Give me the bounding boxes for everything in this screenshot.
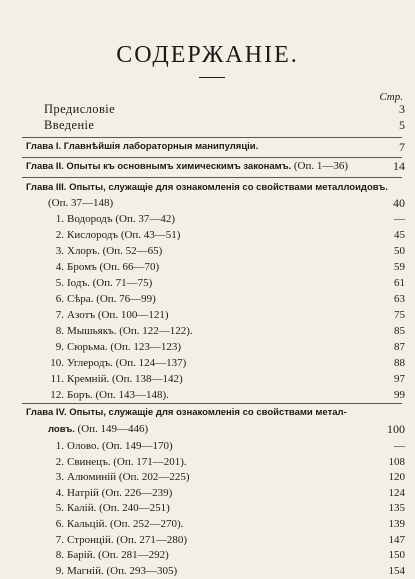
section-label (50, 485, 172, 501)
section-title: Мышьякъ. (Оп. 122—122). (67, 325, 193, 337)
entry-label: Глава III. Опыты, служащіе для ознакомленія со свойствами металлоидовъ. (26, 182, 388, 193)
section-title: Кальцій. (Оп. 252—270). (67, 518, 184, 530)
section-label (50, 227, 180, 243)
toc-entry-chapter-3 (0, 180, 415, 196)
toc-section-entry (0, 243, 415, 259)
section-title: Олово. (Оп. 149—170) (67, 440, 173, 452)
chapter-range: (Оп. 149—446) (77, 423, 149, 435)
entry-range: (Оп. 37—148) (48, 197, 114, 209)
section-label (50, 438, 173, 454)
entry-page: 40 (393, 196, 405, 210)
toc-entry-chapter-4 (0, 405, 415, 421)
section-page: 124 (388, 486, 405, 499)
section-label (50, 355, 186, 371)
section-number: 7. (55, 533, 64, 546)
section-label (50, 469, 190, 485)
toc-section-entry (0, 485, 415, 501)
toc-entry-chapter-1 (0, 139, 415, 155)
section-title: Калій. (Оп. 240—251) (67, 502, 170, 515)
section-number: 2. (55, 455, 64, 468)
section-label (50, 500, 170, 516)
entry-label (26, 158, 348, 175)
section-label (50, 454, 187, 470)
section-number: 12. (50, 389, 64, 401)
section-page: — (394, 213, 405, 225)
toc-entry-chapter-3-cont (0, 195, 415, 211)
section-page: 63 (394, 293, 405, 305)
section-title: Водородъ (Оп. 37—42) (67, 213, 175, 225)
section-number: 9. (55, 341, 64, 353)
toc-section-entry (0, 469, 415, 485)
chapter-title-cont: ловъ. (48, 424, 75, 435)
entry-label: Предисловіе (44, 102, 116, 116)
section-title: Кислородъ (Оп. 43—51) (67, 229, 181, 241)
toc-section-entry (0, 532, 415, 548)
toc-section-entry (0, 339, 415, 355)
toc-section-entry (0, 387, 415, 403)
toc-entry-chapter-4-cont (0, 421, 415, 437)
section-number: 4. (55, 261, 64, 273)
section-label (50, 516, 183, 532)
toc-section-entry (0, 307, 415, 323)
section-title: Сюрьма. (Оп. 123—123) (67, 341, 181, 353)
section-title: Бромъ (Оп. 66—70) (67, 261, 160, 273)
toc-entry-introduction (0, 117, 415, 133)
toc-section-entry (0, 516, 415, 532)
section-label (50, 243, 162, 259)
section-number: 8. (55, 325, 64, 337)
toc-entry-preface (0, 101, 415, 117)
section-page: 135 (388, 502, 405, 515)
section-page: — (394, 440, 405, 452)
section-title: Хлоръ. (Оп. 52—65) (67, 245, 163, 257)
entry-page: 14 (393, 159, 405, 173)
pages-column-header: Стр. (379, 91, 403, 103)
section-title: Магній. (Оп. 293—305) (67, 564, 178, 577)
section-label (50, 307, 168, 323)
entry-page: 3 (399, 102, 405, 116)
section-number: 5. (55, 277, 64, 289)
chapter-title: Глава II. Опыты къ основнымъ химическимъ законамъ. (26, 161, 292, 172)
section-page: 150 (388, 549, 405, 562)
section-number: 7. (55, 309, 64, 321)
section-page: 108 (388, 455, 405, 468)
section-number: 6. (55, 518, 64, 530)
section-page: 147 (388, 533, 405, 546)
section-page: 75 (394, 309, 405, 321)
section-label (50, 563, 177, 579)
section-page: 120 (388, 471, 405, 484)
section-label (50, 275, 152, 291)
toc-section-entry (0, 355, 415, 371)
entry-label: Введеніе (44, 118, 95, 132)
toc-section-entry (0, 211, 415, 227)
section-title: Іодъ. (Оп. 71—75) (67, 277, 153, 289)
section-page: 88 (394, 357, 405, 369)
section-page: 45 (394, 229, 405, 241)
divider (22, 137, 402, 138)
section-title: Сѣра. (Оп. 76—99) (67, 293, 156, 305)
section-page: 87 (394, 341, 405, 353)
section-number: 1. (55, 440, 64, 452)
toc-section-entry (0, 323, 415, 339)
section-number: 1. (55, 213, 64, 225)
section-title: Барій. (Оп. 281—292) (67, 549, 169, 562)
section-title: Боръ. (Оп. 143—148). (67, 389, 169, 401)
section-number: 8. (55, 549, 64, 562)
section-number: 3. (55, 471, 64, 484)
toc-entry-chapter-2 (0, 158, 415, 174)
section-title: Стронцій. (Оп. 271—280) (67, 533, 188, 546)
section-label (50, 532, 187, 548)
toc-section-entry (0, 227, 415, 243)
section-page: 59 (394, 261, 405, 273)
section-page: 139 (388, 518, 405, 530)
toc-section-entry (0, 500, 415, 516)
toc-section-entry (0, 371, 415, 387)
entry-label: Глава IV. Опыты, служащіе для ознакомленія со свойствами метал- (26, 407, 347, 418)
section-number: 4. (55, 486, 64, 499)
section-page: 61 (394, 277, 405, 289)
section-number: 3. (55, 245, 64, 257)
toc-section-entry (0, 563, 415, 579)
entry-page: 5 (399, 118, 405, 132)
divider (22, 403, 402, 404)
section-number: 5. (55, 502, 64, 515)
toc-section-entry (0, 275, 415, 291)
section-label (50, 387, 169, 403)
section-title: Свинецъ. (Оп. 171—201). (67, 455, 187, 468)
section-label (50, 371, 183, 387)
section-title: Углеродъ. (Оп. 124—137) (67, 357, 187, 369)
section-page: 85 (394, 325, 405, 337)
section-label (50, 211, 175, 227)
section-number: 9. (55, 564, 64, 577)
toc-section-entry (0, 259, 415, 275)
toc-section-entry (0, 291, 415, 307)
section-page: 154 (388, 564, 405, 577)
divider (22, 177, 402, 178)
section-title: Азотъ (Оп. 100—121) (67, 309, 169, 321)
toc-section-entry (0, 454, 415, 470)
section-page: 50 (394, 245, 405, 257)
section-label (50, 291, 156, 307)
section-label (50, 259, 159, 275)
section-label (50, 339, 181, 355)
section-page: 99 (394, 389, 405, 401)
section-number: 2. (55, 229, 64, 241)
section-number: 6. (55, 293, 64, 305)
section-number: 10. (50, 357, 64, 369)
entry-label: Глава I. Главнѣйшія лабораторныя манипуляціи. (26, 141, 259, 152)
title-rule (199, 77, 225, 78)
page-title: СОДЕРЖАНІЕ. (116, 42, 299, 68)
toc-section-entry (0, 438, 415, 454)
section-title: Натрій (Оп. 226—239) (67, 486, 173, 499)
section-number: 11. (50, 373, 64, 385)
entry-page: 100 (387, 422, 405, 436)
entry-label (48, 421, 148, 438)
section-title: Кремній. (Оп. 138—142) (67, 373, 183, 385)
chapter-range: (Оп. 1—36) (293, 160, 349, 172)
section-page: 97 (394, 373, 405, 385)
entry-page: 7 (399, 140, 405, 154)
section-title: Алюминій (Оп. 202—225) (67, 471, 190, 484)
section-label (50, 323, 193, 339)
